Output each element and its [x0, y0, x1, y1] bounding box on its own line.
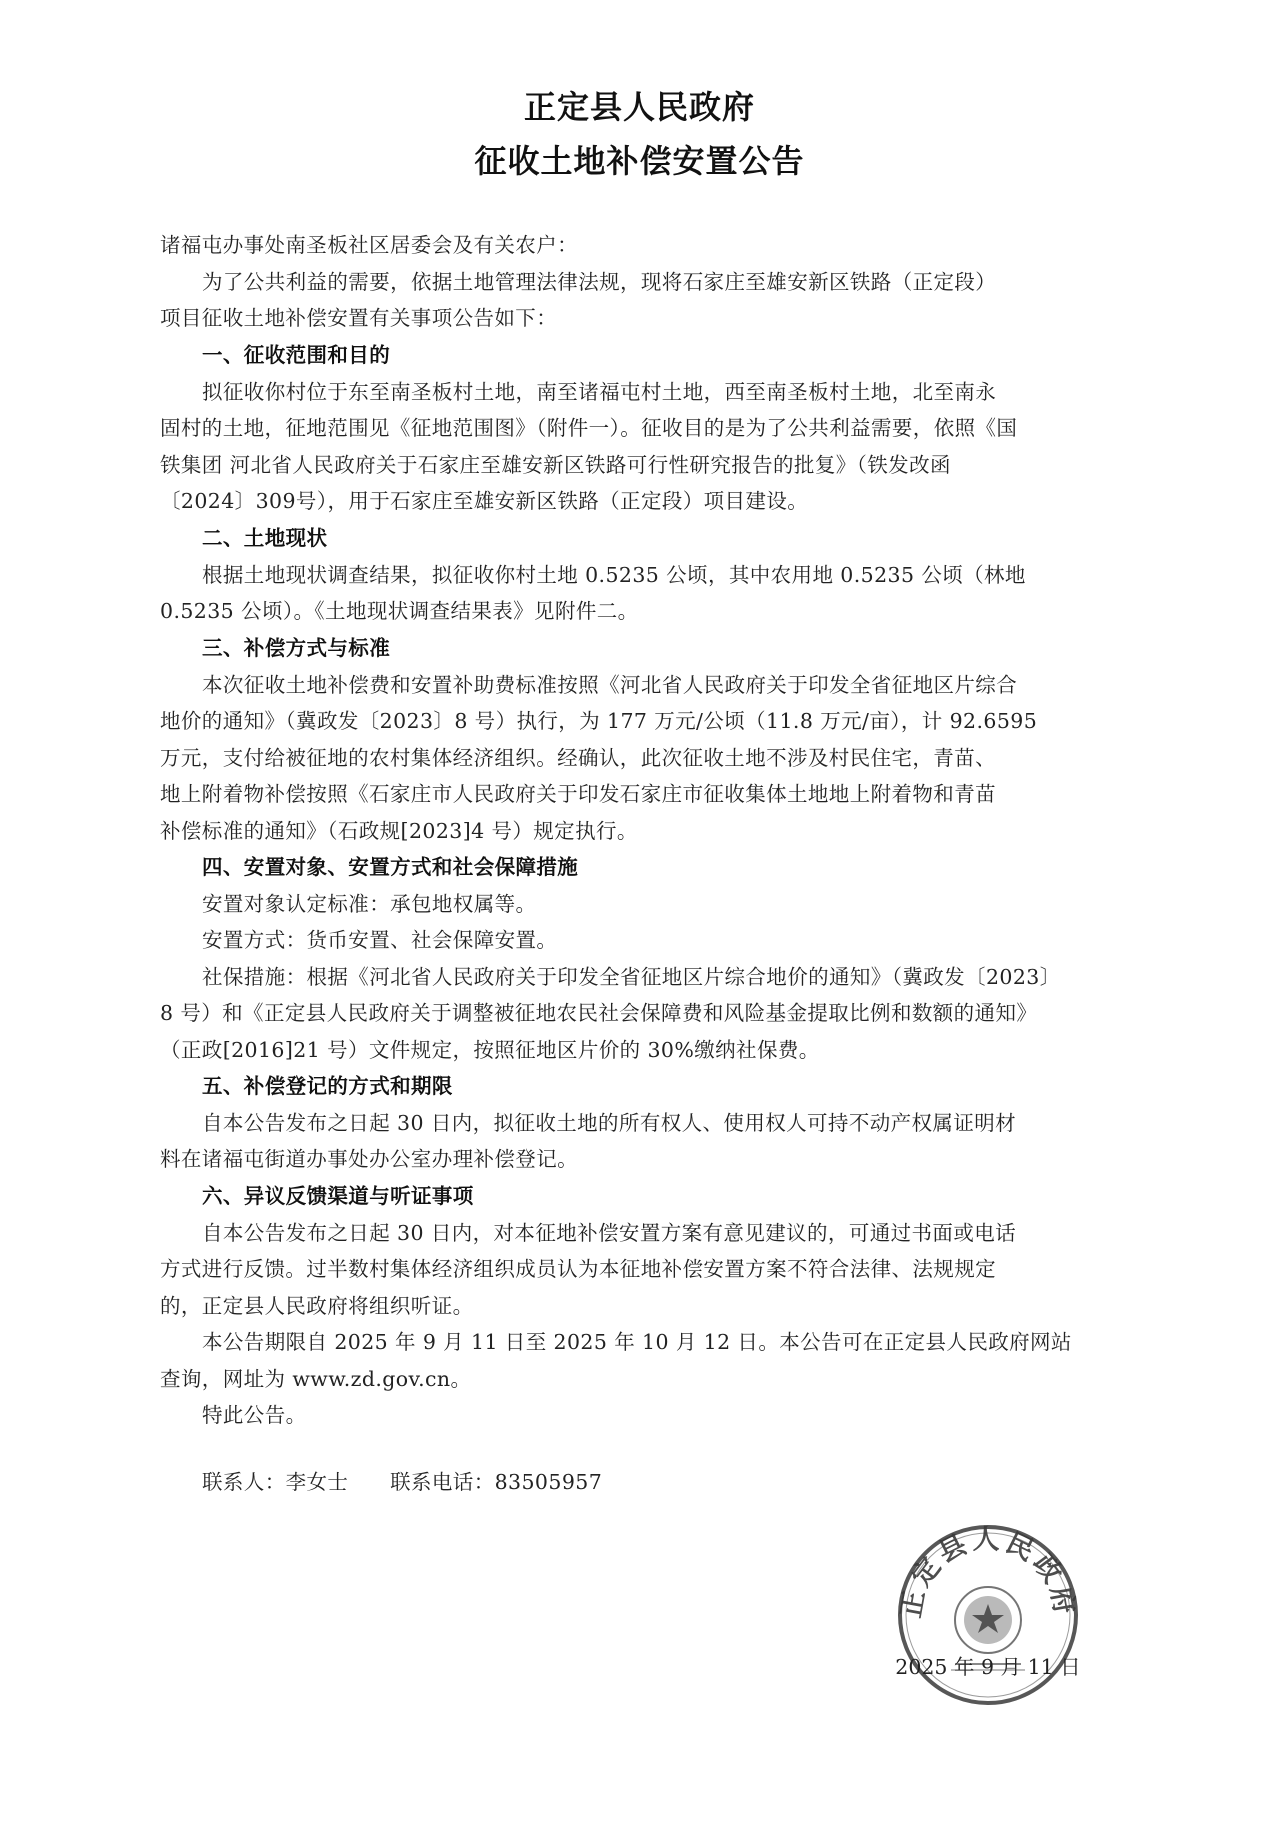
section-6-line: 自本公告发布之日起 30 日内，对本征地补偿安置方案有意见建议的，可通过书面或电话 [202, 1221, 1017, 1245]
issue-date: 2025 年 9 月 11 日 [895, 1655, 1081, 1679]
section-5-line: 自本公告发布之日起 30 日内，拟征收土地的所有权人、使用权人可持不动产权属证明材 [202, 1111, 1017, 1135]
section-3-line: 地价的通知》（冀政发〔2023〕8 号）执行，为 177 万元/公顷（11.8 万元/亩），计 92.6595 [160, 709, 1038, 733]
section-4-line: 社保措施：根据《河北省人民政府关于印发全省征地区片综合地价的通知》（冀政发〔2023〕 [202, 965, 1061, 989]
section-6-line: 的，正定县人民政府将组织听证。 [160, 1294, 474, 1318]
notice-period-line: 本公告期限自 2025 年 9 月 11 日至 2025 年 10 月 12 日。本公告可在正定县人民政府网站 [202, 1330, 1072, 1354]
section-5-line: 料在诸福屯街道办事处办公室办理补偿登记。 [160, 1147, 578, 1171]
section-5-heading: 五、补偿登记的方式和期限 [202, 1074, 453, 1098]
section-4-line: 安置方式：货币安置、社会保障安置。 [202, 928, 558, 952]
contact-info: 联系人：李女士 联系电话：83505957 [202, 1470, 603, 1494]
section-1-line: 固村的土地，征地范围见《征地范围图》（附件一）。征收目的是为了公共利益需要，依照《国 [160, 416, 1018, 440]
notice-period-line: 查询，网址为 www.zd.gov.cn。 [160, 1367, 472, 1391]
section-2-heading: 二、土地现状 [202, 526, 328, 550]
section-4-line: 8 号）和《正定县人民政府关于调整被征地农民社会保障费和风险基金提取比例和数额的通知》 [160, 1001, 1038, 1025]
section-1-line: 〔2024〕309号），用于石家庄至雄安新区铁路（正定段）项目建设。 [160, 489, 809, 513]
section-6-heading: 六、异议反馈渠道与听证事项 [202, 1184, 474, 1208]
section-3-line: 本次征收土地补偿费和安置补助费标准按照《河北省人民政府关于印发全省征地区片综合 [202, 673, 1018, 697]
section-3-line: 补偿标准的通知》（石政规[2023]4 号）规定执行。 [160, 819, 638, 843]
section-1-heading: 一、征收范围和目的 [202, 343, 391, 367]
section-4-line: （正政[2016]21 号）文件规定，按照征地区片价的 30%缴纳社保费。 [160, 1038, 820, 1062]
addressee: 诸福屯办事处南圣板社区居委会及有关农户： [160, 233, 578, 257]
section-3-line: 万元，支付给被征地的农村集体经济组织。经确认，此次征收土地不涉及村民住宅，青苗、 [160, 746, 996, 770]
svg-text:正定县人民政府: 正定县人民政府 [895, 1524, 1081, 1621]
section-3-line: 地上附着物补偿按照《石家庄市人民政府关于印发石家庄市征收集体土地地上附着物和青苗 [160, 782, 996, 806]
section-1-line: 拟征收你村位于东至南圣板村土地，南至诸福屯村土地，西至南圣板村土地，北至南永 [202, 380, 997, 404]
page-subtitle: 征收土地补偿安置公告 [474, 142, 805, 180]
section-3-heading: 三、补偿方式与标准 [202, 636, 391, 660]
section-4-line: 安置对象认定标准：承包地权属等。 [202, 892, 537, 916]
section-2-line: 0.5235 公顷）。《土地现状调查结果表》见附件二。 [160, 599, 639, 623]
page-title: 正定县人民政府 [523, 88, 755, 126]
section-1-line: 铁集团 河北省人民政府关于石家庄至雄安新区铁路可行性研究报告的批复》（铁发改函 [160, 453, 951, 477]
section-2-line: 根据土地现状调查结果，拟征收你村土地 0.5235 公顷，其中农用地 0.5235 公顷（林地 [202, 563, 1026, 587]
closing-remark: 特此公告。 [202, 1403, 307, 1427]
intro-paragraph-line: 为了公共利益的需要，依据土地管理法律法规，现将石家庄至雄安新区铁路（正定段） [202, 270, 997, 294]
intro-paragraph-line: 项目征收土地补偿安置有关事项公告如下： [160, 306, 558, 330]
section-4-heading: 四、安置对象、安置方式和社会保障措施 [202, 855, 579, 879]
section-6-line: 方式进行反馈。过半数村集体经济组织成员认为本征地补偿安置方案不符合法律、法规规定 [160, 1257, 996, 1281]
